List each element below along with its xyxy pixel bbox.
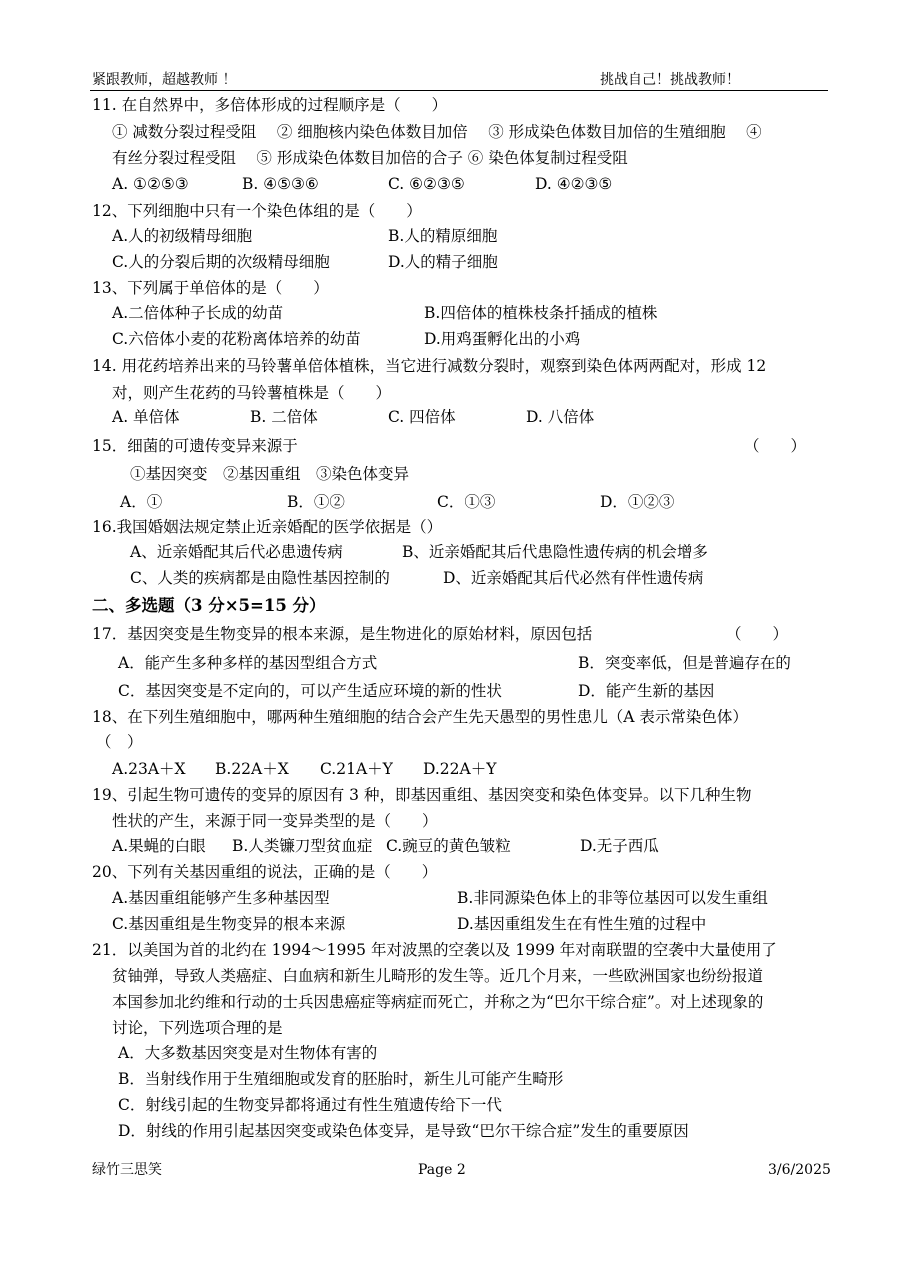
- q12-stem: 12、下列细胞中只有一个染色体组的是（ ）: [92, 202, 422, 220]
- footer-page-number: Page 2: [418, 1162, 466, 1178]
- q11-stem: 11. 在自然界中，多倍体形成的过程顺序是（ ）: [92, 96, 448, 114]
- q21-line2: 贫铀弹，导致人类癌症、白血病和新生儿畸形的发生等。近几个月来，一些欧洲国家也纷纷报道: [112, 967, 764, 985]
- q21-line3: 本国参加北约维和行动的士兵因患癌症等病症而死亡，并称之为“巴尔干综合症”。对上述现象的: [112, 993, 764, 1011]
- q15-option-b: B．①②: [287, 493, 345, 511]
- section-2-heading: 二、多选题（3 分×5=15 分）: [92, 596, 326, 615]
- q14-line2: 对，则产生花药的马铃薯植株是（ ）: [112, 384, 392, 402]
- q11-option-a: A. ①②⑤③: [112, 175, 189, 193]
- q21-line4: 讨论，下列选项合理的是: [112, 1019, 283, 1037]
- q21-option-c: C．射线引起的生物变异都将通过有性生殖遗传给下一代: [118, 1096, 502, 1114]
- q16-option-a: A、近亲婚配其后代必患遗传病: [130, 543, 343, 561]
- q18-option-a: A.23A＋X: [112, 760, 186, 778]
- q12-option-d: D.人的精子细胞: [388, 253, 498, 271]
- q20-option-d: D.基因重组发生在有性生殖的过程中: [457, 915, 707, 933]
- q16-option-b: B、近亲婚配其后代患隐性遗传病的机会增多: [402, 543, 708, 561]
- q18-option-c: C.21A＋Y: [320, 760, 393, 778]
- q17-option-d: D．能产生新的基因: [578, 682, 715, 700]
- q11-line1: ① 减数分裂过程受阻 ② 细胞核内染色体数目加倍 ③ 形成染色体数目加倍的生殖细胞 ④: [112, 123, 762, 141]
- footer-left: 绿竹三思笑: [92, 1162, 162, 1178]
- q21-option-a: A．大多数基因突变是对生物体有害的: [118, 1044, 378, 1062]
- q18-option-d: D.22A＋Y: [423, 760, 497, 778]
- q11-option-b: B. ④⑤③⑥: [242, 175, 319, 193]
- q11-line2: 有丝分裂过程受阻 ⑤ 形成染色体数目加倍的合子 ⑥ 染色体复制过程受阻: [112, 149, 628, 167]
- q19-option-c: C.豌豆的黄色皱粒: [386, 837, 511, 855]
- q12-option-c: C.人的分裂后期的次级精母细胞: [112, 253, 330, 271]
- q15-stem: 15．细菌的可遗传变异来源于: [92, 437, 298, 455]
- q20-option-c: C.基因重组是生物变异的根本来源: [112, 915, 346, 933]
- q14-option-b: B. 二倍体: [250, 408, 318, 426]
- q19-option-d: D.无子西瓜: [580, 837, 659, 855]
- q11-option-c: C. ⑥②③⑤: [388, 175, 465, 193]
- q16-option-c: C、人类的疾病都是由隐性基因控制的: [130, 569, 390, 587]
- header-left: 紧跟教师，超越教师 ！: [92, 72, 237, 88]
- q18-stem: 18、在下列生殖细胞中，哪两种生殖细胞的结合会产生先天愚型的男性患儿（A 表示常染色体）: [92, 708, 748, 726]
- q19-line2: 性状的产生，来源于同一变异类型的是（ ）: [112, 812, 438, 830]
- q13-stem: 13、下列属于单倍体的是（ ）: [92, 279, 329, 297]
- q13-option-a: A.二倍体种子长成的幼苗: [112, 304, 284, 322]
- q19-stem: 19、引起生物可遗传的变异的原因有 3 种，即基因重组、基因突变和染色体变异。以下几种生物: [92, 786, 752, 804]
- footer-date: 3/6/2025: [768, 1162, 831, 1178]
- q14-option-d: D. 八倍体: [526, 408, 595, 426]
- q13-option-d: D.用鸡蛋孵化出的小鸡: [424, 330, 581, 348]
- header-rule: [90, 90, 828, 91]
- q19-option-a: A.果蝇的白眼: [112, 837, 206, 855]
- q13-option-b: B.四倍体的植株枝条扦插成的植株: [424, 304, 658, 322]
- q21-option-b: B．当射线作用于生殖细胞或发育的胚胎时，新生儿可能产生畸形: [118, 1070, 564, 1088]
- q20-stem: 20、下列有关基因重组的说法，正确的是（ ）: [92, 863, 438, 881]
- q14-option-c: C. 四倍体: [388, 408, 456, 426]
- q20-option-a: A.基因重组能够产生多种基因型: [112, 889, 330, 907]
- q20-option-b: B.非同源染色体上的非等位基因可以发生重组: [457, 889, 768, 907]
- q17-option-c: C．基因突变是不定向的，可以产生适应环境的新的性状: [118, 682, 502, 700]
- q14-stem: 14. 用花药培养出来的马铃薯单倍体植株，当它进行减数分裂时，观察到染色体两两配对，形成 12: [92, 357, 767, 375]
- q21-option-d: D．射线的作用引起基因突变或染色体变异，是导致“巴尔干综合症”发生的重要原因: [118, 1122, 689, 1140]
- q21-line1: 21．以美国为首的北约在 1994～1995 年对波黑的空袭以及 1999 年对南联盟的空袭中大量使用了: [92, 941, 777, 959]
- q18-answer-paren: （ ）: [96, 733, 143, 751]
- q16-option-d: D、近亲婚配其后代必然有伴性遗传病: [443, 569, 704, 587]
- q14-option-a: A. 单倍体: [112, 408, 180, 426]
- header-right: 挑战自己！挑战教师！: [600, 72, 740, 88]
- q15-option-a: A．①: [120, 493, 163, 511]
- q18-option-b: B.22A＋X: [215, 760, 289, 778]
- q17-answer-paren: （ ）: [726, 625, 789, 643]
- q11-option-d: D. ④②③⑤: [535, 175, 613, 193]
- q15-answer-paren: （ ）: [744, 437, 807, 455]
- q16-stem: 16.我国婚姻法规定禁止近亲婚配的医学依据是（）: [92, 518, 443, 536]
- q12-option-b: B.人的精原细胞: [388, 227, 498, 245]
- q15-line1: ①基因突变 ②基因重组 ③染色体变异: [130, 465, 410, 483]
- q15-option-d: D．①②③: [600, 493, 675, 511]
- q12-option-a: A.人的初级精母细胞: [112, 227, 253, 245]
- q15-option-c: C．①③: [437, 493, 496, 511]
- q17-stem: 17．基因突变是生物变异的根本来源，是生物进化的原始材料，原因包括: [92, 625, 593, 643]
- q17-option-a: A．能产生多种多样的基因型组合方式: [118, 654, 378, 672]
- q19-option-b: B.人类镰刀型贫血症: [232, 837, 373, 855]
- q13-option-c: C.六倍体小麦的花粉离体培养的幼苗: [112, 330, 361, 348]
- q17-option-b: B．突变率低，但是普遍存在的: [578, 654, 791, 672]
